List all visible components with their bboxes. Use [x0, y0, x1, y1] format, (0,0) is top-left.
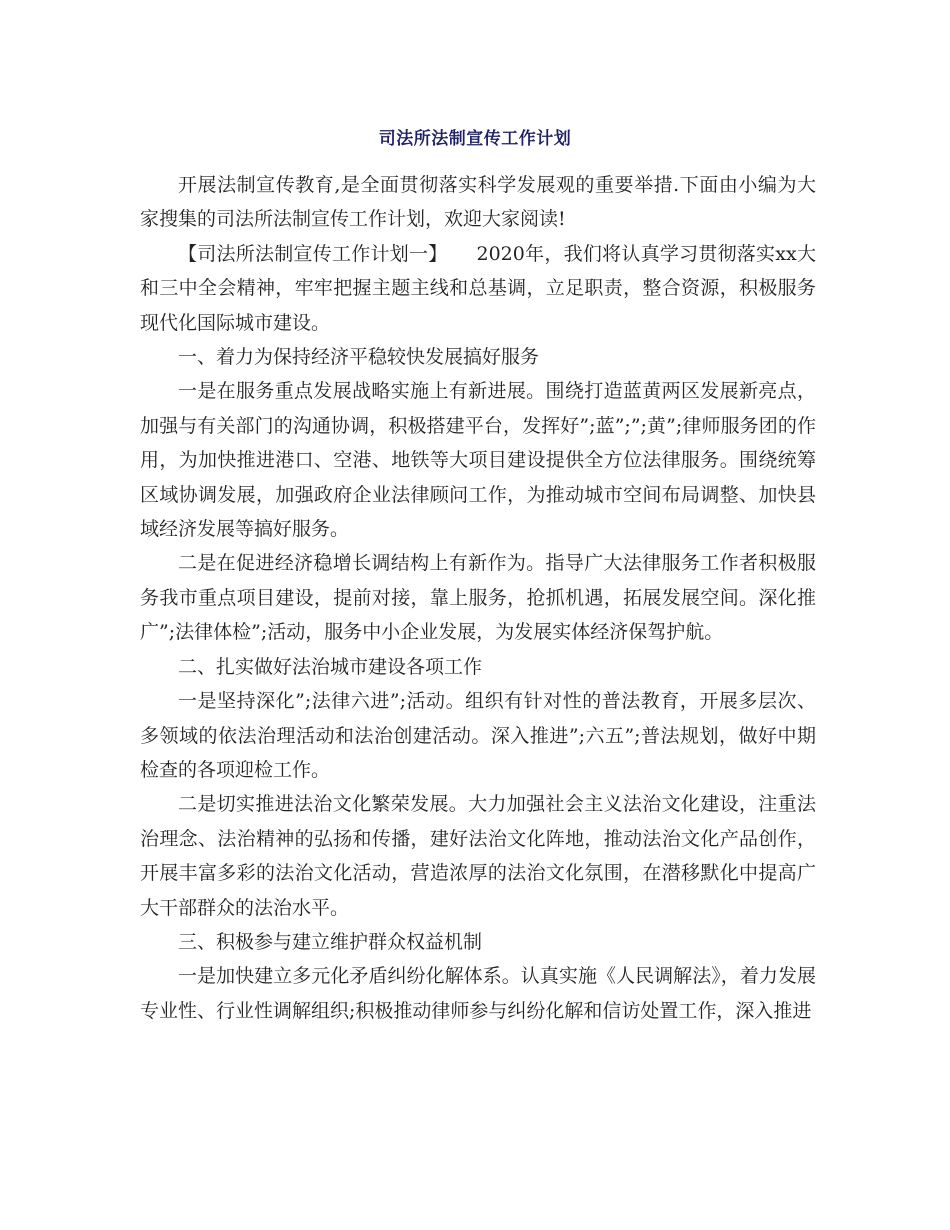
paragraph: 一是加快建立多元化矛盾纠纷化解体系。认真实施《人民调解法》，着力发展专业性、行业性调解组织;积极推动律师参与纠纷化解和信访处置工作，深入推进 — [140, 965, 816, 1022]
section-heading-2: 二、扎实做好法治城市建设各项工作 — [178, 655, 483, 678]
paragraph: 二是在促进经济稳增长调结构上有新作为。指导广大法律服务工作者积极服务我市重点项目建设，提前对接，靠上服务，抢抓机遇，拓展发展空间。深化推广”;法律体检”;活动，服务中小企业发展，为发展实体经济保驾护航。 — [140, 552, 816, 644]
document-title: 司法所法制宣传工作计划 — [378, 129, 572, 149]
paragraph: 一是在服务重点发展战略实施上有新进展。围绕打造蓝黄两区发展新亮点，加强与有关部门的沟通协调，积极搭建平台，发挥好”;蓝”;”;黄”;律师服务团的作用，为加快推进港口、空港、地铁等大项目建设提供全方位法律服务。围绕统筹区域协调发展，加强政府企业法律顾问工作，为推动城市空间布局调整、加快县域经济发展等搞好服务。 — [140, 380, 816, 541]
paragraph: 二是切实推进法治文化繁荣发展。大力加强社会主义法治文化建设，注重法治理念、法治精神的弘扬和传播，建好法治文化阵地，推动法治文化产品创作，开展丰富多彩的法治文化活动，营造浓厚的法治文化氛围，在潜移默化中提高广大干部群众的法治水平。 — [140, 793, 816, 919]
paragraph-plan-one: 【司法所法制宣传工作计划一】 2020年，我们将认真学习贯彻落实xx大和三中全会精神，牢牢把握主题主线和总基调，立足职责，整合资源，积极服务现代化国际城市建设。 — [140, 242, 816, 334]
section-heading-1: 一、着力为保持经济平稳较快发展搞好服务 — [178, 346, 540, 369]
document-body — [140, 168, 816, 1028]
paragraph-intro: 开展法制宣传教育,是全面贯彻落实科学发展观的重要举措.下面由小编为大家搜集的司法所法制宣传工作计划，欢迎大家阅读! — [140, 174, 816, 231]
paragraph: 一是坚持深化”;法律六进”;活动。组织有针对性的普法教育，开展多层次、多领域的依法治理活动和法治创建活动。深入推进”;六五”;普法规划，做好中期检查的各项迎检工作。 — [140, 690, 816, 781]
section-heading-3: 三、积极参与建立维护群众权益机制 — [178, 930, 483, 953]
